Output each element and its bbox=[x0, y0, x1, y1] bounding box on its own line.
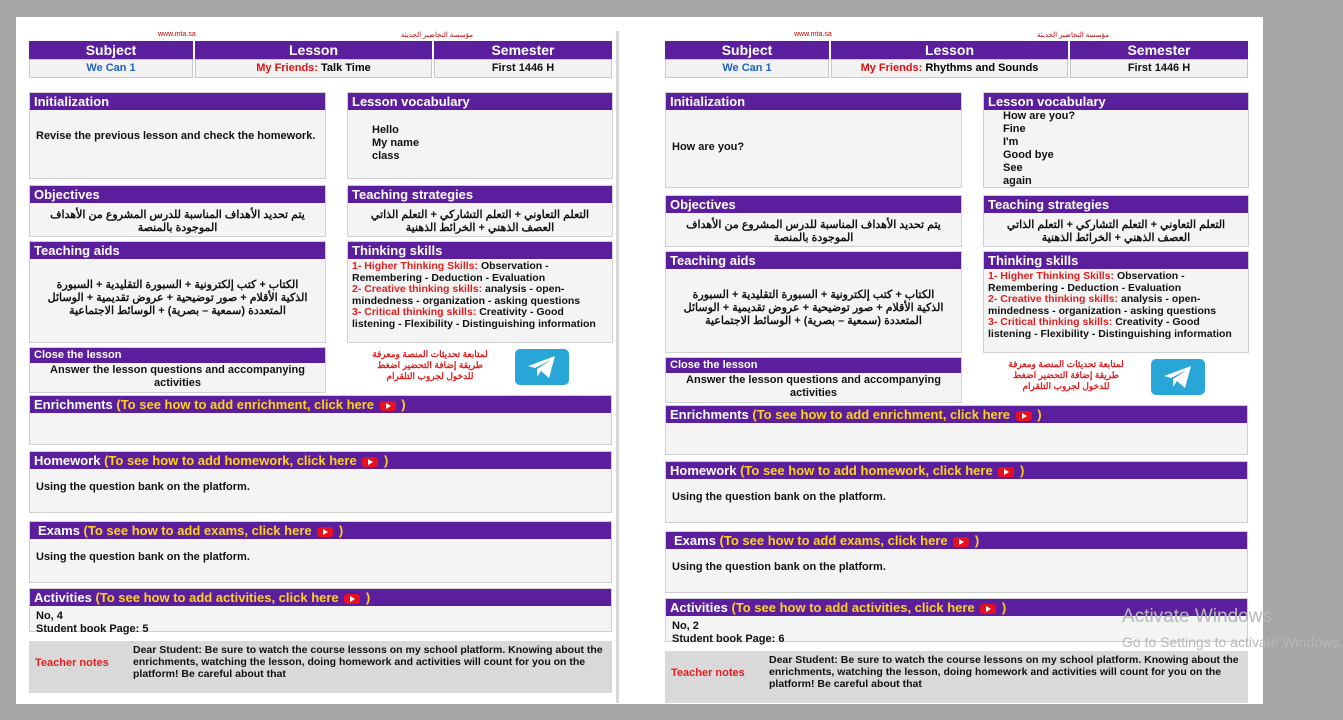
teaching-aids-text: الكتاب + كتب إلكترونية + السبورة التقليدية + السبورة الذكية الأقلام + صور توضيحية + عروض تقديمية + الوسائل المتعددة (سمعية – بصرية) + الوسائط الاجتماعية bbox=[683, 289, 944, 327]
close-lesson-title: Close the lesson bbox=[666, 358, 961, 373]
exams-title bbox=[666, 532, 1247, 549]
higher-skills-label: 1- Higher Thinking Skills: bbox=[988, 270, 1115, 282]
creative-skills-label: 2- Creative thinking skills: bbox=[988, 293, 1119, 305]
initialization-title: Initialization bbox=[666, 93, 961, 110]
telegram-group-text[interactable]: لمتابعة تحديثات المنصة ومعرفة طريقة إضافة التحضير اضغط للدخول لجروب التلقرام bbox=[1008, 359, 1124, 391]
thinking-skills-box bbox=[983, 251, 1249, 353]
homework-box bbox=[665, 461, 1248, 523]
semester-value: First 1446 H bbox=[1070, 59, 1248, 78]
subject-cell bbox=[29, 41, 193, 78]
higher-skills-text: Observation - Remembering - Deduction - Evaluation bbox=[352, 260, 549, 284]
lesson-value bbox=[195, 59, 432, 78]
lesson-value bbox=[831, 59, 1068, 78]
vocabulary-box bbox=[347, 92, 613, 179]
homework-text: Using the question bank on the platform. bbox=[672, 491, 886, 503]
homework-link[interactable]: (To see how to add homework, click here ) bbox=[104, 453, 389, 468]
homework-label: Homework bbox=[670, 463, 737, 478]
vocabulary-title: Lesson vocabulary bbox=[984, 93, 1248, 110]
close-lesson-title: Close the lesson bbox=[30, 348, 325, 363]
strategies-text: التعلم التعاوني + التعلم التشاركي + التعلم الذاتي العصف الذهني + الخرائط الذهنية bbox=[370, 209, 590, 234]
initialization-text: How are you? bbox=[672, 141, 745, 153]
objectives-text: يتم تحديد الأهداف المناسبة للدرس المشروع من الأهداف الموجودة بالمنصة bbox=[50, 209, 305, 234]
exams-text: Using the question bank on the platform. bbox=[36, 551, 250, 563]
vocab-item: My name bbox=[372, 137, 420, 149]
semester-cell bbox=[1070, 41, 1248, 78]
thinking-skills-box bbox=[347, 241, 613, 343]
subject-value: We Can 1 bbox=[29, 59, 193, 78]
creative-skills-text: analysis - open-mindedness - organization - asking questions bbox=[352, 283, 581, 307]
lesson-cell bbox=[831, 41, 1068, 78]
activities-link[interactable]: (To see how to add activities, click here ) bbox=[731, 600, 1007, 615]
initialization-title: Initialization bbox=[30, 93, 325, 110]
vocab-item: How are you? bbox=[1003, 110, 1076, 122]
enrichments-label: Enrichments bbox=[670, 407, 749, 422]
semester-header: Semester bbox=[1070, 41, 1248, 59]
teaching-aids-box bbox=[29, 241, 326, 343]
exams-label: Exams bbox=[674, 533, 716, 548]
higher-skills-text: Observation - Remembering - Deduction - Evaluation bbox=[988, 270, 1185, 294]
strategies-box bbox=[347, 185, 613, 237]
student-book-page: Student book Page: 5 bbox=[36, 623, 149, 635]
semester-cell bbox=[434, 41, 612, 78]
lesson-plan-page-2 bbox=[662, 31, 1251, 703]
lesson-unit: My Friends: bbox=[860, 62, 923, 74]
youtube-icon[interactable] bbox=[362, 457, 378, 467]
activities-box bbox=[29, 588, 612, 635]
enrichments-link[interactable]: (To see how to add enrichment, click here ) bbox=[116, 397, 406, 412]
enrichments-label: Enrichments bbox=[34, 397, 113, 412]
activities-label: Activities bbox=[34, 590, 92, 605]
homework-text: Using the question bank on the platform. bbox=[36, 481, 250, 493]
objectives-text: يتم تحديد الأهداف المناسبة للدرس المشروع من الأهداف الموجودة بالمنصة bbox=[686, 219, 941, 244]
close-lesson-box bbox=[29, 347, 326, 393]
activities-label: Activities bbox=[670, 600, 728, 615]
lesson-cell bbox=[195, 41, 432, 78]
youtube-icon[interactable] bbox=[998, 467, 1014, 477]
vocab-item: Hello bbox=[372, 124, 399, 136]
critical-skills-text: Creativity - Good listening - Flexibility - Distinguishing information bbox=[988, 316, 1232, 340]
semester-value: First 1446 H bbox=[434, 59, 612, 78]
teacher-notes-text: Dear Student: Be sure to watch the course lessons on my school platform. Knowing about the enrichments, watching the lesson, doing homework and activities will count for you on the platform! Be careful about that bbox=[133, 644, 603, 680]
teaching-aids-title: Teaching aids bbox=[30, 242, 325, 259]
thinking-skills-text bbox=[348, 259, 612, 332]
student-book-page: Student book Page: 6 bbox=[672, 633, 785, 645]
activities-info bbox=[30, 606, 611, 640]
youtube-icon[interactable] bbox=[1016, 411, 1032, 421]
activity-number: No, 2 bbox=[672, 620, 699, 632]
activate-windows-subtext: Go to Settings to activate Windows. bbox=[1122, 634, 1343, 650]
homework-link[interactable]: (To see how to add homework, click here ) bbox=[740, 463, 1025, 478]
critical-skills-label: 3- Critical thinking skills: bbox=[352, 306, 477, 318]
youtube-icon[interactable] bbox=[317, 527, 333, 537]
teacher-notes-box bbox=[665, 651, 1248, 703]
site-org-name: مؤسسة التحاضير الحديثة bbox=[1037, 32, 1109, 39]
lesson-title: Talk Time bbox=[321, 62, 371, 74]
vocab-item: See bbox=[1003, 162, 1023, 174]
thinking-skills-title: Thinking skills bbox=[348, 242, 612, 259]
teaching-aids-box bbox=[665, 251, 962, 353]
telegram-icon[interactable] bbox=[515, 349, 569, 385]
lesson-header: Lesson bbox=[195, 41, 432, 59]
lesson-header-table bbox=[665, 41, 1248, 81]
youtube-icon[interactable] bbox=[344, 594, 360, 604]
telegram-group-text[interactable]: لمتابعة تحديثات المنصة ومعرفة طريقة إضافة التحضير اضغط للدخول لجروب التلقرام bbox=[372, 349, 488, 381]
site-url[interactable]: www.mta.sa bbox=[158, 31, 196, 38]
vocab-item: I'm bbox=[1003, 136, 1019, 148]
activities-link[interactable]: (To see how to add activities, click here ) bbox=[95, 590, 371, 605]
activity-number: No, 4 bbox=[36, 610, 63, 622]
objectives-box bbox=[29, 185, 326, 237]
subject-header: Subject bbox=[665, 41, 829, 59]
exams-title bbox=[30, 522, 611, 539]
exams-link[interactable]: (To see how to add exams, click here ) bbox=[83, 523, 344, 538]
teacher-notes-label: Teacher notes bbox=[671, 667, 745, 679]
teaching-aids-text: الكتاب + كتب إلكترونية + السبورة التقليدية + السبورة الذكية الأقلام + صور توضيحية + عروض تقديمية + الوسائل المتعددة (سمعية – بصرية) + الوسائط الاجتماعية bbox=[47, 279, 308, 317]
lesson-unit: My Friends: bbox=[256, 62, 318, 74]
exams-text: Using the question bank on the platform. bbox=[672, 561, 886, 573]
telegram-icon[interactable] bbox=[1151, 359, 1205, 395]
objectives-title: Objectives bbox=[30, 186, 325, 203]
vocab-item: again bbox=[1003, 175, 1032, 187]
homework-title bbox=[666, 462, 1247, 479]
activities-title bbox=[30, 589, 611, 606]
exams-box bbox=[29, 521, 612, 583]
lesson-header: Lesson bbox=[831, 41, 1068, 59]
youtube-icon[interactable] bbox=[380, 401, 396, 411]
lesson-title: Rhythms and Sounds bbox=[925, 62, 1039, 74]
objectives-box bbox=[665, 195, 962, 247]
homework-label: Homework bbox=[34, 453, 101, 468]
vocab-item: Fine bbox=[1003, 123, 1026, 135]
close-lesson-text: Answer the lesson questions and accompanying activities bbox=[686, 374, 941, 399]
vocabulary-box bbox=[983, 92, 1249, 188]
teacher-notes-text: Dear Student: Be sure to watch the course lessons on my school platform. Knowing about the enrichments, watching the lesson, doing homework and activities will count for you on the platform! Be careful about that bbox=[769, 654, 1239, 690]
exams-label: Exams bbox=[38, 523, 80, 538]
youtube-icon[interactable] bbox=[980, 604, 996, 614]
homework-title bbox=[30, 452, 611, 469]
close-lesson-text: Answer the lesson questions and accompanying activities bbox=[50, 364, 305, 389]
vocab-item: class bbox=[372, 150, 400, 162]
teaching-aids-title: Teaching aids bbox=[666, 252, 961, 269]
creative-skills-label: 2- Creative thinking skills: bbox=[352, 283, 483, 295]
activate-windows-watermark: Activate Windows bbox=[1122, 606, 1272, 627]
strategies-title: Teaching strategies bbox=[984, 196, 1248, 213]
subject-cell bbox=[665, 41, 829, 78]
site-org-name: مؤسسة التحاضير الحديثة bbox=[401, 32, 473, 39]
vocab-item: Good bye bbox=[1003, 149, 1054, 161]
enrichments-box bbox=[665, 405, 1248, 455]
youtube-icon[interactable] bbox=[953, 537, 969, 547]
strategies-text: التعلم التعاوني + التعلم التشاركي + التعلم الذاتي العصف الذهني + الخرائط الذهنية bbox=[1006, 219, 1226, 244]
subject-header: Subject bbox=[29, 41, 193, 59]
teacher-notes-box bbox=[29, 641, 612, 693]
enrichments-title bbox=[666, 406, 1247, 423]
enrichments-title bbox=[30, 396, 611, 413]
homework-box bbox=[29, 451, 612, 513]
document-frame bbox=[16, 17, 1263, 704]
creative-skills-text: analysis - open-mindedness - organization - asking questions bbox=[988, 293, 1217, 317]
subject-value: We Can 1 bbox=[665, 59, 829, 78]
lesson-header-table bbox=[29, 41, 612, 81]
critical-skills-text: Creativity - Good listening - Flexibility - Distinguishing information bbox=[352, 306, 596, 330]
objectives-title: Objectives bbox=[666, 196, 961, 213]
lesson-plan-page-1 bbox=[26, 31, 615, 703]
enrichments-link[interactable]: (To see how to add enrichment, click here ) bbox=[752, 407, 1042, 422]
site-url[interactable]: www.mta.sa bbox=[794, 31, 832, 38]
higher-skills-label: 1- Higher Thinking Skills: bbox=[352, 260, 479, 272]
exams-box bbox=[665, 531, 1248, 593]
critical-skills-label: 3- Critical thinking skills: bbox=[988, 316, 1113, 328]
initialization-box bbox=[29, 92, 326, 179]
exams-link[interactable]: (To see how to add exams, click here ) bbox=[719, 533, 980, 548]
page-divider bbox=[616, 31, 619, 703]
thinking-skills-text bbox=[984, 269, 1248, 342]
initialization-text: Revise the previous lesson and check the homework. bbox=[36, 130, 316, 142]
teacher-notes-label: Teacher notes bbox=[35, 657, 109, 669]
vocabulary-list bbox=[984, 110, 1248, 188]
vocabulary-list bbox=[348, 110, 612, 166]
enrichments-box bbox=[29, 395, 612, 445]
close-lesson-box bbox=[665, 357, 962, 403]
strategies-box bbox=[983, 195, 1249, 247]
strategies-title: Teaching strategies bbox=[348, 186, 612, 203]
vocabulary-title: Lesson vocabulary bbox=[348, 93, 612, 110]
semester-header: Semester bbox=[434, 41, 612, 59]
initialization-box bbox=[665, 92, 962, 188]
thinking-skills-title: Thinking skills bbox=[984, 252, 1248, 269]
